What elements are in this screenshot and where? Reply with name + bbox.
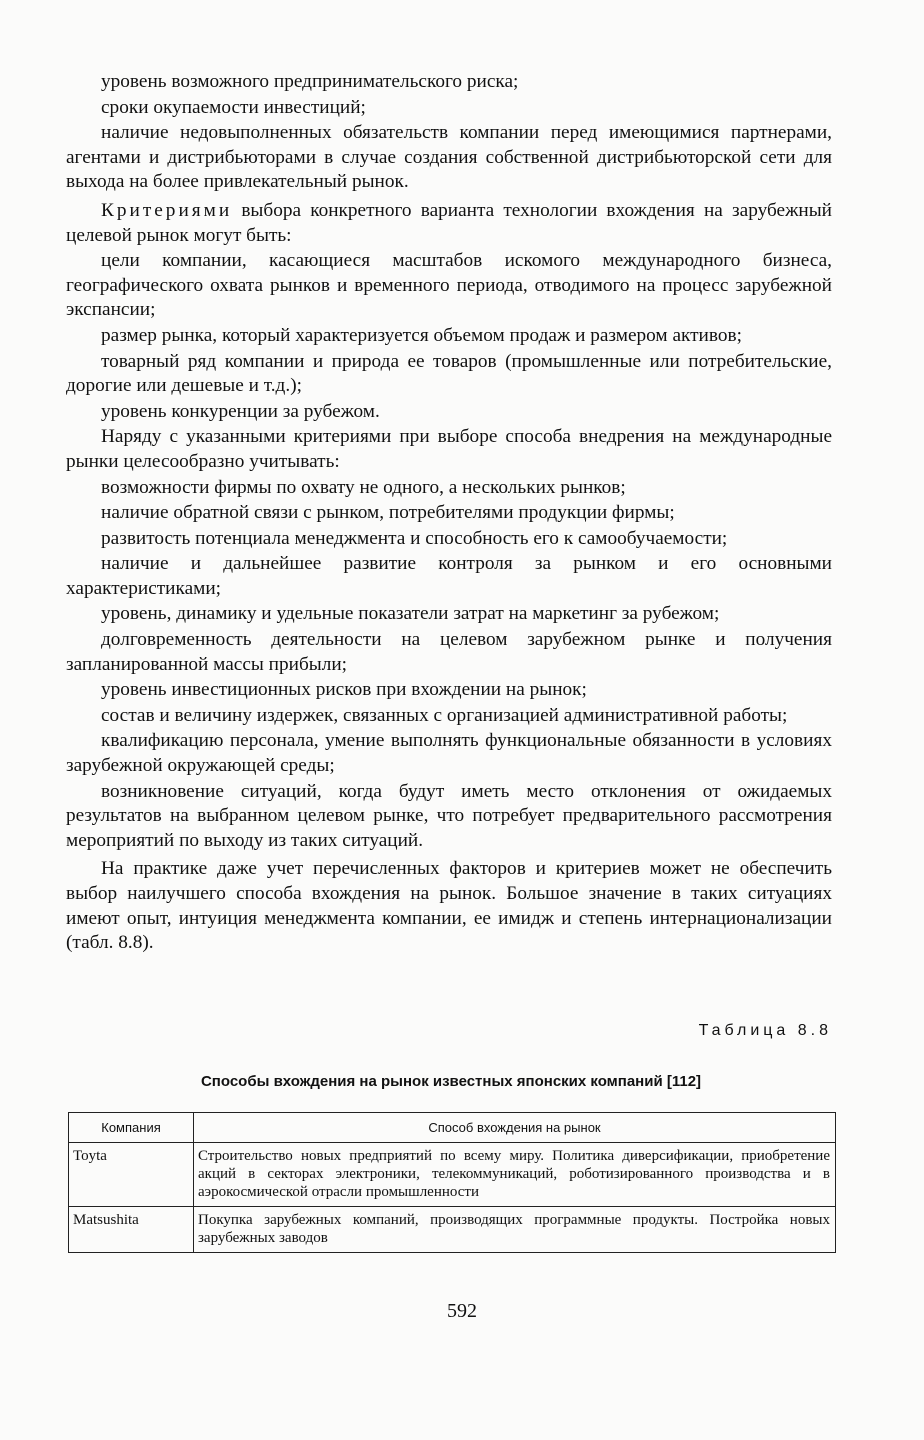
paragraph: долговременность деятельности на целевом зарубежном рынке и получения запланированной массы прибыли; bbox=[66, 629, 832, 675]
cell-company: Matsushita bbox=[69, 1207, 194, 1253]
cell-method: Строительство новых предприятий по всему миру. Политика диверсификации, приобретение акций в секторах электроники, телекоммуникаций, роботизированного производства и в аэрокосмической отрасли промышленности bbox=[194, 1143, 836, 1207]
paragraph: уровень инвестиционных рисков при вхождении на рынок; bbox=[101, 679, 587, 701]
table-header-row bbox=[69, 1113, 836, 1143]
paragraph: уровень возможного предпринимательского риска; bbox=[101, 71, 519, 92]
paragraph: развитость потенциала менеджмента и способность его к самообучаемости; bbox=[101, 527, 728, 549]
paragraph: цели компании, касающиеся масштабов искомого международного бизнеса, географического охвата рынков и временного периода, отводимого на процесс зарубежной экспансии; bbox=[66, 250, 832, 321]
paragraph: наличие и дальнейшее развитие контроля за рынком и его основными характеристиками; bbox=[66, 553, 832, 599]
paragraph: возможности фирмы по охвату не одного, а нескольких рынков; bbox=[101, 476, 626, 498]
cell-company: Toyta bbox=[69, 1143, 194, 1207]
table-title: Способы вхождения на рынок известных японских компаний [112] bbox=[200, 1073, 702, 1090]
paragraph: наличие недовыполненных обязательств компании перед имеющимися партнерами, агентами и дистрибьюторами в случае создания собственной дистрибьюторской сети для выхода на более привлекательный рынок. bbox=[66, 122, 832, 193]
paragraph: квалификацию персонала, умение выполнять функциональные обязанности в условиях зарубежной окружающей среды; bbox=[66, 730, 832, 777]
table-label: Таблица 8.8 bbox=[698, 1022, 832, 1039]
companies-table bbox=[68, 1112, 836, 1253]
page-number: 592 bbox=[447, 1300, 477, 1322]
paragraph: На практике даже учет перечисленных факторов и критериев может не обеспечить выбор наилучшего способа вхождения на рынок. Большое значение в таких ситуациях имеют опыт, интуиция менеджмента компании, ее имидж и степень интернационализации (табл. 8.8). bbox=[66, 858, 832, 954]
paragraph: состав и величину издержек, связанных с организацией административной работы; bbox=[101, 704, 788, 726]
body-text bbox=[66, 70, 832, 956]
header-company: Компания bbox=[69, 1113, 194, 1143]
paragraph: возникновение ситуаций, когда будут иметь место отклонения от ожидаемых результатов на выбранном целевом рынке, что потребует предварительного рассмотрения мероприятий по выходу из таких ситуаций. bbox=[66, 780, 832, 851]
cell-method: Покупка зарубежных компаний, производящих программные продукты. Постройка новых зарубежных заводов bbox=[194, 1207, 836, 1253]
paragraph: уровень конкуренции за рубежом. bbox=[101, 400, 380, 422]
paragraph: уровень, динамику и удельные показатели затрат на маркетинг за рубежом; bbox=[101, 603, 720, 625]
header-method: Способ вхождения на рынок bbox=[194, 1113, 836, 1143]
emphasis-word: Критериями bbox=[101, 199, 233, 221]
paragraph-criteria-text: выбора конкретного варианта технологии вхождения на зарубежный целевой рынок могут быть: bbox=[66, 199, 832, 246]
paragraph-criteria bbox=[66, 199, 832, 248]
paragraph: товарный ряд компании и природа ее товаров (промышленные или потребительские, дорогие или дешевые и т.д.); bbox=[66, 350, 832, 397]
table-row bbox=[69, 1143, 836, 1207]
paragraph: Наряду с указанными критериями при выборе способа внедрения на международные рынки целесообразно учитывать: bbox=[66, 426, 832, 472]
paragraph: сроки окупаемости инвестиций; bbox=[101, 96, 366, 118]
paragraph: наличие обратной связи с рынком, потребителями продукции фирмы; bbox=[101, 502, 675, 524]
table-row bbox=[69, 1207, 836, 1253]
paragraph: размер рынка, который характеризуется объемом продаж и размером активов; bbox=[101, 324, 742, 346]
